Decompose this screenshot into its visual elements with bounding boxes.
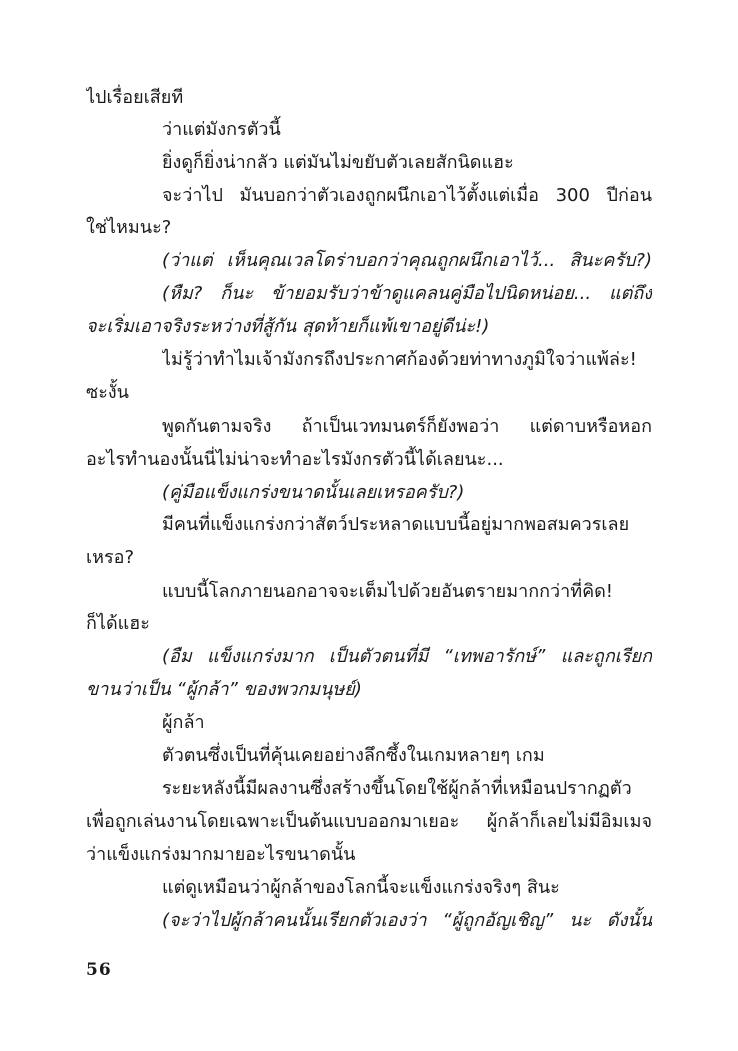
thought-line: (คู่มือแข็งแกร่งขนาดนั้นเลยเหรอครับ?) (162, 482, 465, 503)
text-line: ตัวตนซึ่งเป็นที่คุ้นเคยอย่างลึกซึ้งในเกมหลายๆ เกม (162, 745, 545, 766)
text-line: ผู้กล้า (162, 712, 205, 733)
thought-line: ขานว่าเป็น “ผู้กล้า” ของพวกมนุษย์) (86, 679, 362, 700)
text-line: ก็ได้แฮะ (86, 613, 150, 634)
text-line: ว่าแข็งแกร่งมากมายอะไรขนาดนั้น (86, 844, 356, 865)
text-line: ไม่รู้ว่าทำไมเจ้ามังกรถึงประกาศก้องด้วยท่าทางภูมิใจว่าแพ้ล่ะ! (162, 349, 637, 370)
text-line: เพื่อถูกเล่นงานโดยเฉพาะเป็นต้นแบบออกมาเยอะ ผู้กล้าก็เลยไม่มีอิมเมจ (86, 811, 652, 832)
text-line: จะว่าไป มันบอกว่าตัวเองถูกผนึกเอาไว้ตั้งแต่เมื่อ 300 ปีก่อน (162, 185, 652, 206)
text-line: แบบนี้โลกภายนอกอาจจะเต็มไปด้วยอันตรายมากกว่าที่คิด! (162, 581, 614, 602)
text-line: ซะงั้น (86, 382, 129, 403)
text-line: ใช่ไหมนะ? (86, 217, 172, 238)
thought-line: จะเริ่มเอาจริงระหว่างที่สู้กัน สุดท้ายก็แพ้เขาอยู่ดีน่ะ!) (86, 316, 490, 337)
thought-line: (หืม? ก็นะ ข้ายอมรับว่าข้าดูแคลนคู่มือไปนิดหน่อย... แต่ถึง (162, 283, 652, 304)
text-line: ว่าแต่มังกรตัวนี้ (162, 119, 281, 140)
page-number: 56 (86, 960, 112, 980)
text-line: มีคนที่แข็งแกร่งกว่าสัตว์ประหลาดแบบนี้อยู่มากพอสมควรเลย (162, 514, 630, 535)
text-line: แต่ดูเหมือนว่าผู้กล้าของโลกนี้จะแข็งแกร่งจริงๆ สินะ (162, 877, 560, 898)
text-line: ระยะหลังนี้มีผลงานซึ่งสร้างขึ้นโดยใช้ผู้กล้าที่เหมือนปรากฏตัว (162, 778, 632, 799)
thought-line: (จะว่าไปผู้กล้าคนนั้นเรียกตัวเองว่า “ผู้ถูกอัญเชิญ” นะ ดังนั้น (162, 910, 652, 931)
text-line: พูดกันตามจริง ถ้าเป็นเวทมนตร์ก็ยังพอว่า แต่ดาบหรือหอก (162, 416, 652, 437)
text-line: ยิ่งดูก็ยิ่งน่ากลัว แต่มันไม่ขยับตัวเลยสักนิดแฮะ (162, 152, 514, 173)
text-line: เหรอ? (86, 547, 135, 568)
text-line: ไปเรื่อยเสียที (86, 87, 184, 108)
text-line: อะไรทำนองนั้นนี่ไม่น่าจะทำอะไรมังกรตัวนี้ได้เลยนะ... (86, 449, 504, 470)
thought-line: (อืม แข็งแกร่งมาก เป็นตัวตนที่มี “เทพอารักษ์” และถูกเรียก (162, 646, 652, 667)
thought-line: (ว่าแต่ เห็นคุณเวลโดร่าบอกว่าคุณถูกผนึกเอาไว้... สินะครับ?) (162, 250, 652, 271)
